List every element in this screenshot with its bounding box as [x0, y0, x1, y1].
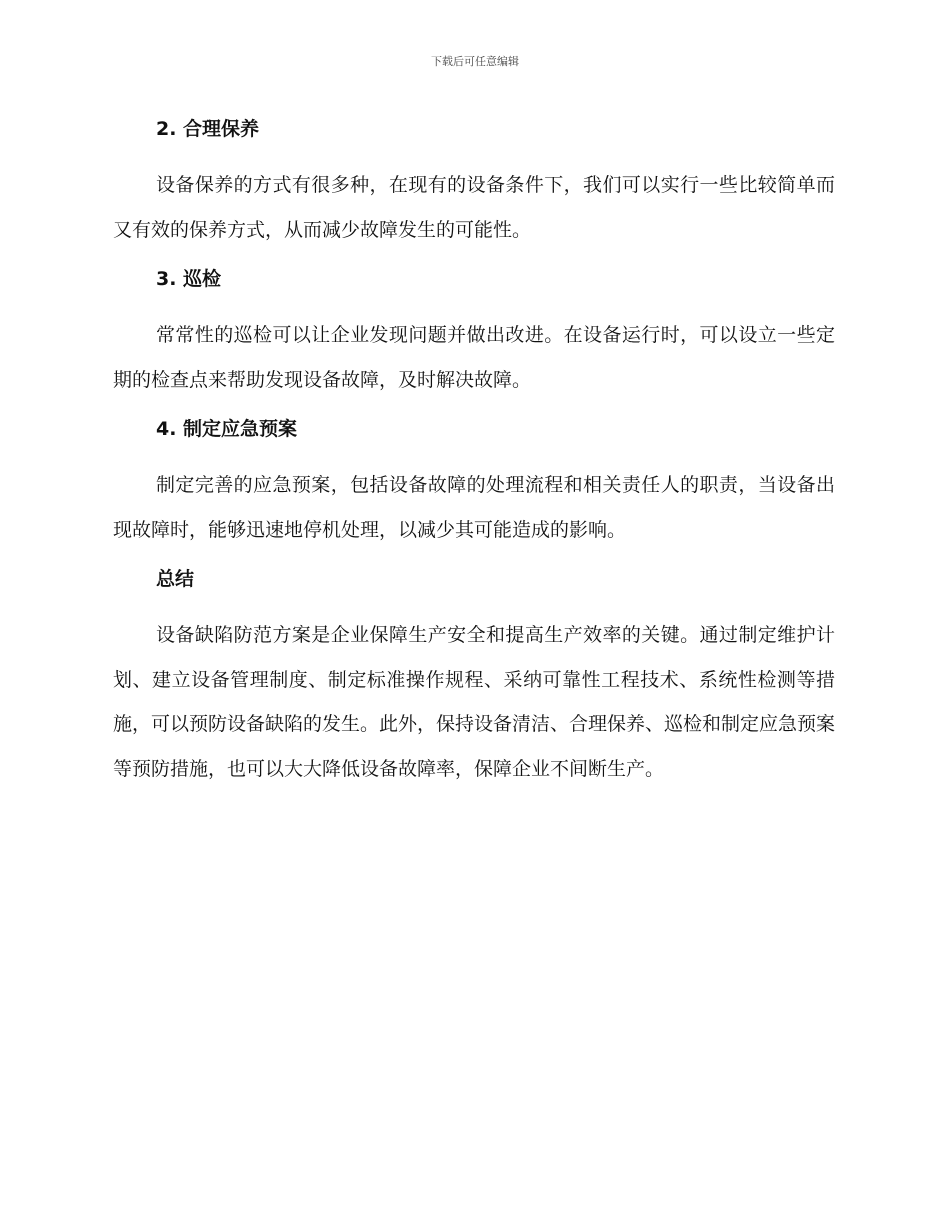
section-maintenance [113, 112, 835, 252]
section-heading: 3. 巡检 [156, 268, 222, 290]
section-paragraph: 常常性的巡检可以让企业发现问题并做出改进。在设备运行时，可以设立一些定期的检查点来帮助发现设备故障，及时解决故障。 [113, 324, 835, 391]
section-paragraph: 设备保养的方式有很多种，在现有的设备条件下，我们可以实行一些比较简单而又有效的保养方式，从而减少故障发生的可能性。 [113, 174, 835, 241]
document-body [113, 112, 835, 801]
section-heading: 总结 [156, 568, 195, 590]
section-summary [113, 562, 835, 791]
section-inspection [113, 262, 835, 402]
section-emergency-plan [113, 412, 835, 552]
section-paragraph: 制定完善的应急预案，包括设备故障的处理流程和相关责任人的职责，当设备出现故障时，能够迅速地停机处理，以减少其可能造成的影响。 [113, 474, 835, 541]
section-paragraph: 设备缺陷防范方案是企业保障生产安全和提高生产效率的关键。通过制定维护计划、建立设备管理制度、制定标准操作规程、采纳可靠性工程技术、系统性检测等措施，可以预防设备缺陷的发生。此外，保持设备清洁、合理保养、巡检和制定应急预案等预防措施，也可以大大降低设备故障率，保障企业不间断生产。 [113, 624, 836, 780]
section-heading: 4. 制定应急预案 [156, 418, 298, 440]
section-heading: 2. 合理保养 [156, 118, 260, 140]
page-header: 下载后可任意编辑 [431, 55, 519, 68]
